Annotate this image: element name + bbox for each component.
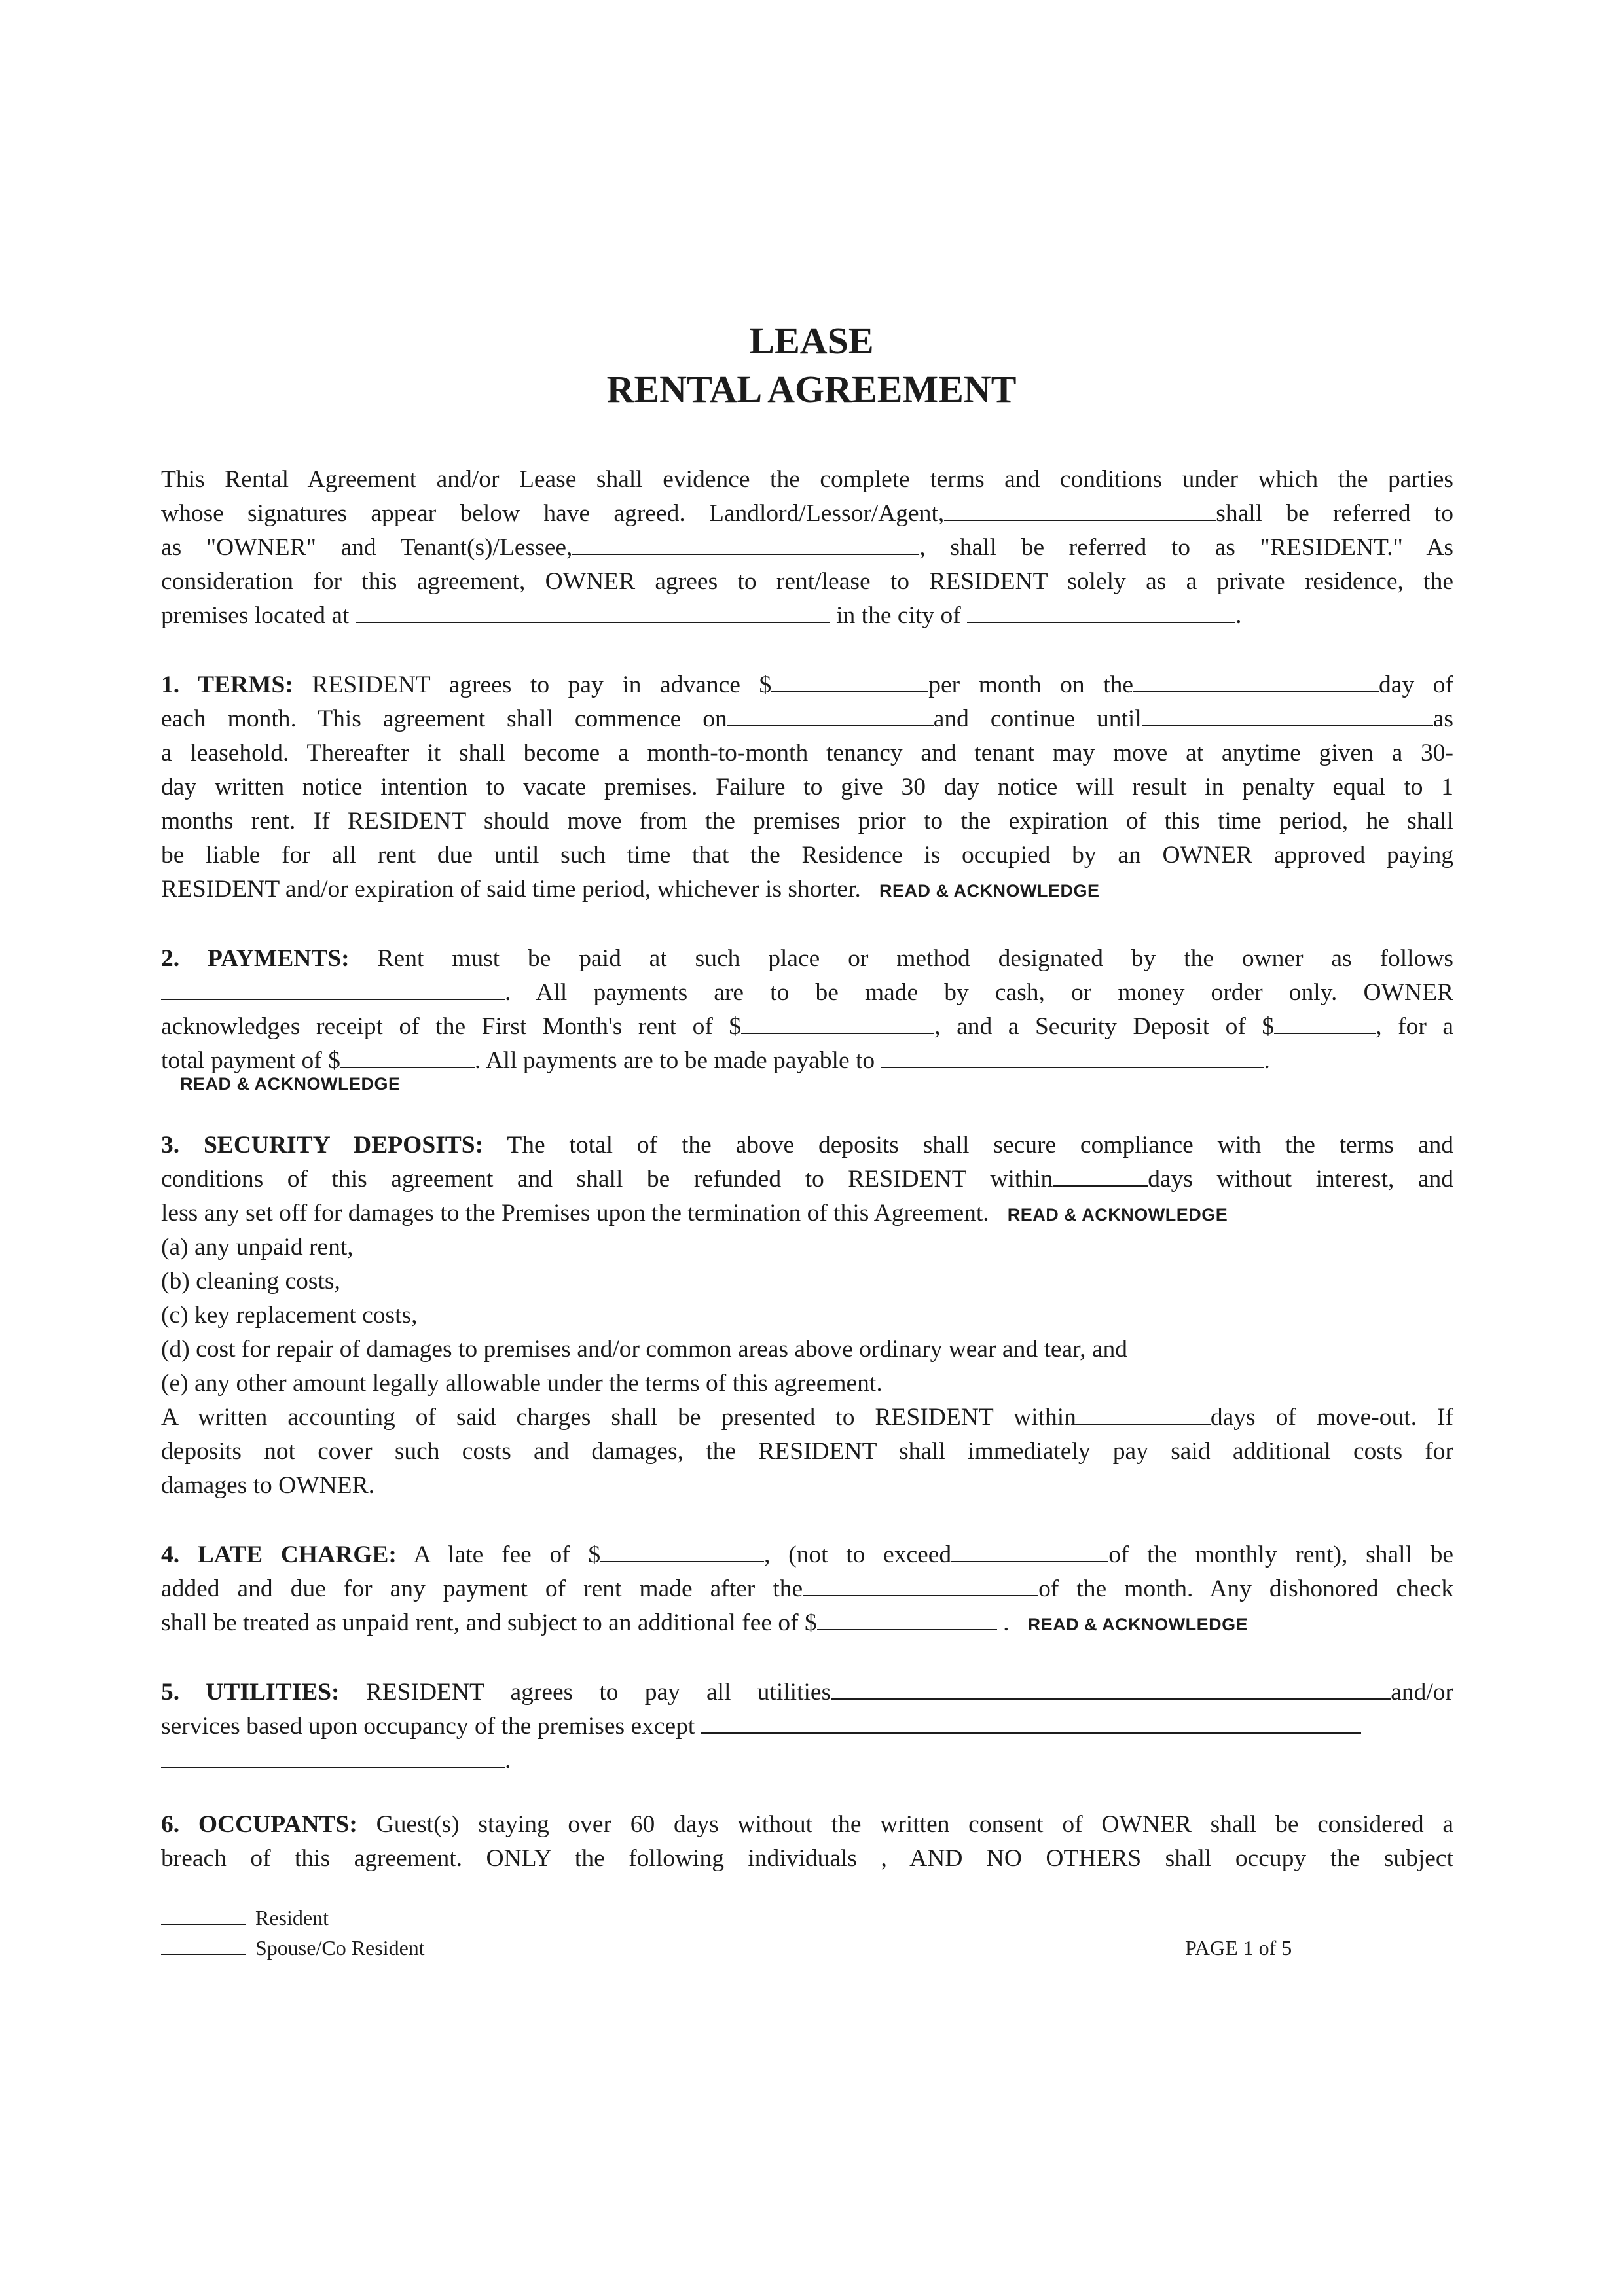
total-payment-blank[interactable] xyxy=(340,1045,475,1068)
resident-initial-blank[interactable] xyxy=(161,1905,246,1925)
late-charge-line: added and due for any payment of rent made after the of the month. Any dishonored check xyxy=(161,1572,1453,1606)
late-day-blank[interactable] xyxy=(803,1573,1038,1596)
read-acknowledge-label: READ & ACKNOWLEDGE xyxy=(180,1074,401,1094)
deduction-item: (d) cost for repair of damages to premises and/or common areas above ordinary wear and tear, and xyxy=(161,1336,1128,1363)
terms-heading: 1. TERMS: xyxy=(161,672,293,698)
terms-line: a leasehold. Thereafter it shall become a month-to-month tenancy and tenant may move at anytime given a 30- xyxy=(161,740,1453,766)
terms-line: RESIDENT and/or expiration of said time period, whichever is shorter. READ & ACKNOWLEDGE xyxy=(161,876,1100,903)
late-charge-heading: 4. LATE CHARGE: xyxy=(161,1541,397,1568)
terms-line: each month. This agreement shall commence on and continue until as xyxy=(161,702,1453,736)
dishonored-fee-blank[interactable] xyxy=(817,1607,997,1630)
deposits-line: conditions of this agreement and shall be refunded to RESIDENT within days without interest, and xyxy=(161,1162,1453,1196)
page-number: PAGE 1 of 5 xyxy=(1185,1936,1292,1960)
occupants-heading: 6. OCCUPANTS: xyxy=(161,1811,357,1838)
payable-to-blank[interactable] xyxy=(881,1045,1264,1068)
deduction-item: (c) key replacement costs, xyxy=(161,1302,418,1329)
utilities-except-blank-2[interactable] xyxy=(161,1744,505,1768)
payments-heading: 2. PAYMENTS: xyxy=(161,945,350,972)
rent-amount-blank[interactable] xyxy=(771,669,928,692)
refund-days-blank[interactable] xyxy=(1053,1163,1148,1187)
intro-line: consideration for this agreement, OWNER agrees to rent/lease to RESIDENT solely as a private residence, the xyxy=(161,568,1453,595)
security-deposit-blank[interactable] xyxy=(1274,1011,1376,1034)
deduction-item: (a) any unpaid rent, xyxy=(161,1234,354,1261)
document-title: LEASE xyxy=(749,319,874,362)
accounting-days-blank[interactable] xyxy=(1076,1401,1211,1425)
utilities-heading: 5. UTILITIES: xyxy=(161,1679,340,1706)
end-date-blank[interactable] xyxy=(1142,703,1433,726)
terms-line: be liable for all rent due until such time that the Residence is occupied by an OWNER approved paying xyxy=(161,842,1453,869)
utilities-line: services based upon occupancy of the premises except xyxy=(161,1710,1453,1744)
intro-line: This Rental Agreement and/or Lease shall evidence the complete terms and conditions under which the parties xyxy=(161,466,1453,493)
commence-date-blank[interactable] xyxy=(727,703,934,726)
utilities-blank[interactable] xyxy=(831,1676,1391,1700)
payment-method-blank[interactable] xyxy=(161,977,505,1000)
landlord-blank[interactable] xyxy=(944,497,1216,521)
utilities-line: 5. UTILITIES: RESIDENT agrees to pay all utilities and/or xyxy=(161,1676,1453,1710)
read-acknowledge-label: READ & ACKNOWLEDGE xyxy=(1007,1205,1228,1225)
read-acknowledge-label: READ & ACKNOWLEDGE xyxy=(1027,1615,1249,1634)
intro-line: as "OWNER" and Tenant(s)/Lessee, , shall be referred to as "RESIDENT." As xyxy=(161,531,1453,565)
deposits-line: A written accounting of said charges shall be presented to RESIDENT within days of move-out. If xyxy=(161,1401,1453,1435)
max-late-fee-blank[interactable] xyxy=(951,1539,1108,1562)
payments-line: acknowledges receipt of the First Month's rent of $ , and a Security Deposit of $ , for a xyxy=(161,1010,1453,1044)
payments-line: . All payments are to be made by cash, or money order only. OWNER xyxy=(161,976,1453,1010)
occupants-line: 6. OCCUPANTS: Guest(s) staying over 60 days without the written consent of OWNER shall be considered a xyxy=(161,1811,1453,1838)
deposits-line: damages to OWNER. xyxy=(161,1472,374,1499)
due-day-blank[interactable] xyxy=(1133,669,1379,692)
late-fee-blank[interactable] xyxy=(600,1539,764,1562)
co-resident-initial-blank[interactable] xyxy=(161,1935,246,1955)
intro-line: premises located at in the city of . xyxy=(161,599,1453,633)
late-charge-line: 4. LATE CHARGE: A late fee of $ , (not to exceed of the monthly rent), shall be xyxy=(161,1538,1453,1572)
deduction-item: (e) any other amount legally allowable under the terms of this agreement. xyxy=(161,1370,883,1397)
city-blank[interactable] xyxy=(967,600,1235,623)
first-month-rent-blank[interactable] xyxy=(741,1011,934,1034)
terms-line: day written notice intention to vacate premises. Failure to give 30 day notice will result in penalty equal to 1 xyxy=(161,774,1453,800)
co-resident-initials: Spouse/Co Resident xyxy=(161,1933,425,1962)
terms-line: 1. TERMS: RESIDENT agrees to pay in advance $ per month on the day of xyxy=(161,668,1453,702)
deposits-line: 3. SECURITY DEPOSITS: The total of the above deposits shall secure compliance with the terms and xyxy=(161,1132,1453,1158)
deposits-line: less any set off for damages to the Premises upon the termination of this Agreement. READ & ACKNOWLEDGE xyxy=(161,1200,1228,1227)
deposits-heading: 3. SECURITY DEPOSITS: xyxy=(161,1132,484,1158)
intro-line: whose signatures appear below have agreed. Landlord/Lessor/Agent, shall be referred to xyxy=(161,497,1453,531)
late-charge-line: shall be treated as unpaid rent, and subject to an additional fee of $ . READ & ACKNOWLEDGE xyxy=(161,1606,1453,1641)
payments-line: 2. PAYMENTS: Rent must be paid at such place or method designated by the owner as follows xyxy=(161,945,1453,972)
occupants-line: breach of this agreement. ONLY the following individuals , AND NO OTHERS shall occupy the subject xyxy=(161,1845,1453,1872)
payments-line: total payment of $ . All payments are to be made payable to . xyxy=(161,1044,1453,1078)
terms-line: months rent. If RESIDENT should move from the premises prior to the expiration of this time period, he shall xyxy=(161,808,1453,834)
resident-initials: Resident xyxy=(161,1903,329,1932)
utilities-line: . xyxy=(161,1744,1453,1778)
utilities-except-blank[interactable] xyxy=(701,1710,1361,1734)
tenant-blank[interactable] xyxy=(572,531,919,555)
deposits-line: deposits not cover such costs and damages, the RESIDENT shall immediately pay said additional costs for xyxy=(161,1438,1453,1465)
deduction-item: (b) cleaning costs, xyxy=(161,1268,340,1295)
document-subtitle: RENTAL AGREEMENT xyxy=(606,368,1017,410)
read-acknowledge-label: READ & ACKNOWLEDGE xyxy=(879,881,1100,901)
premises-blank[interactable] xyxy=(356,600,830,623)
